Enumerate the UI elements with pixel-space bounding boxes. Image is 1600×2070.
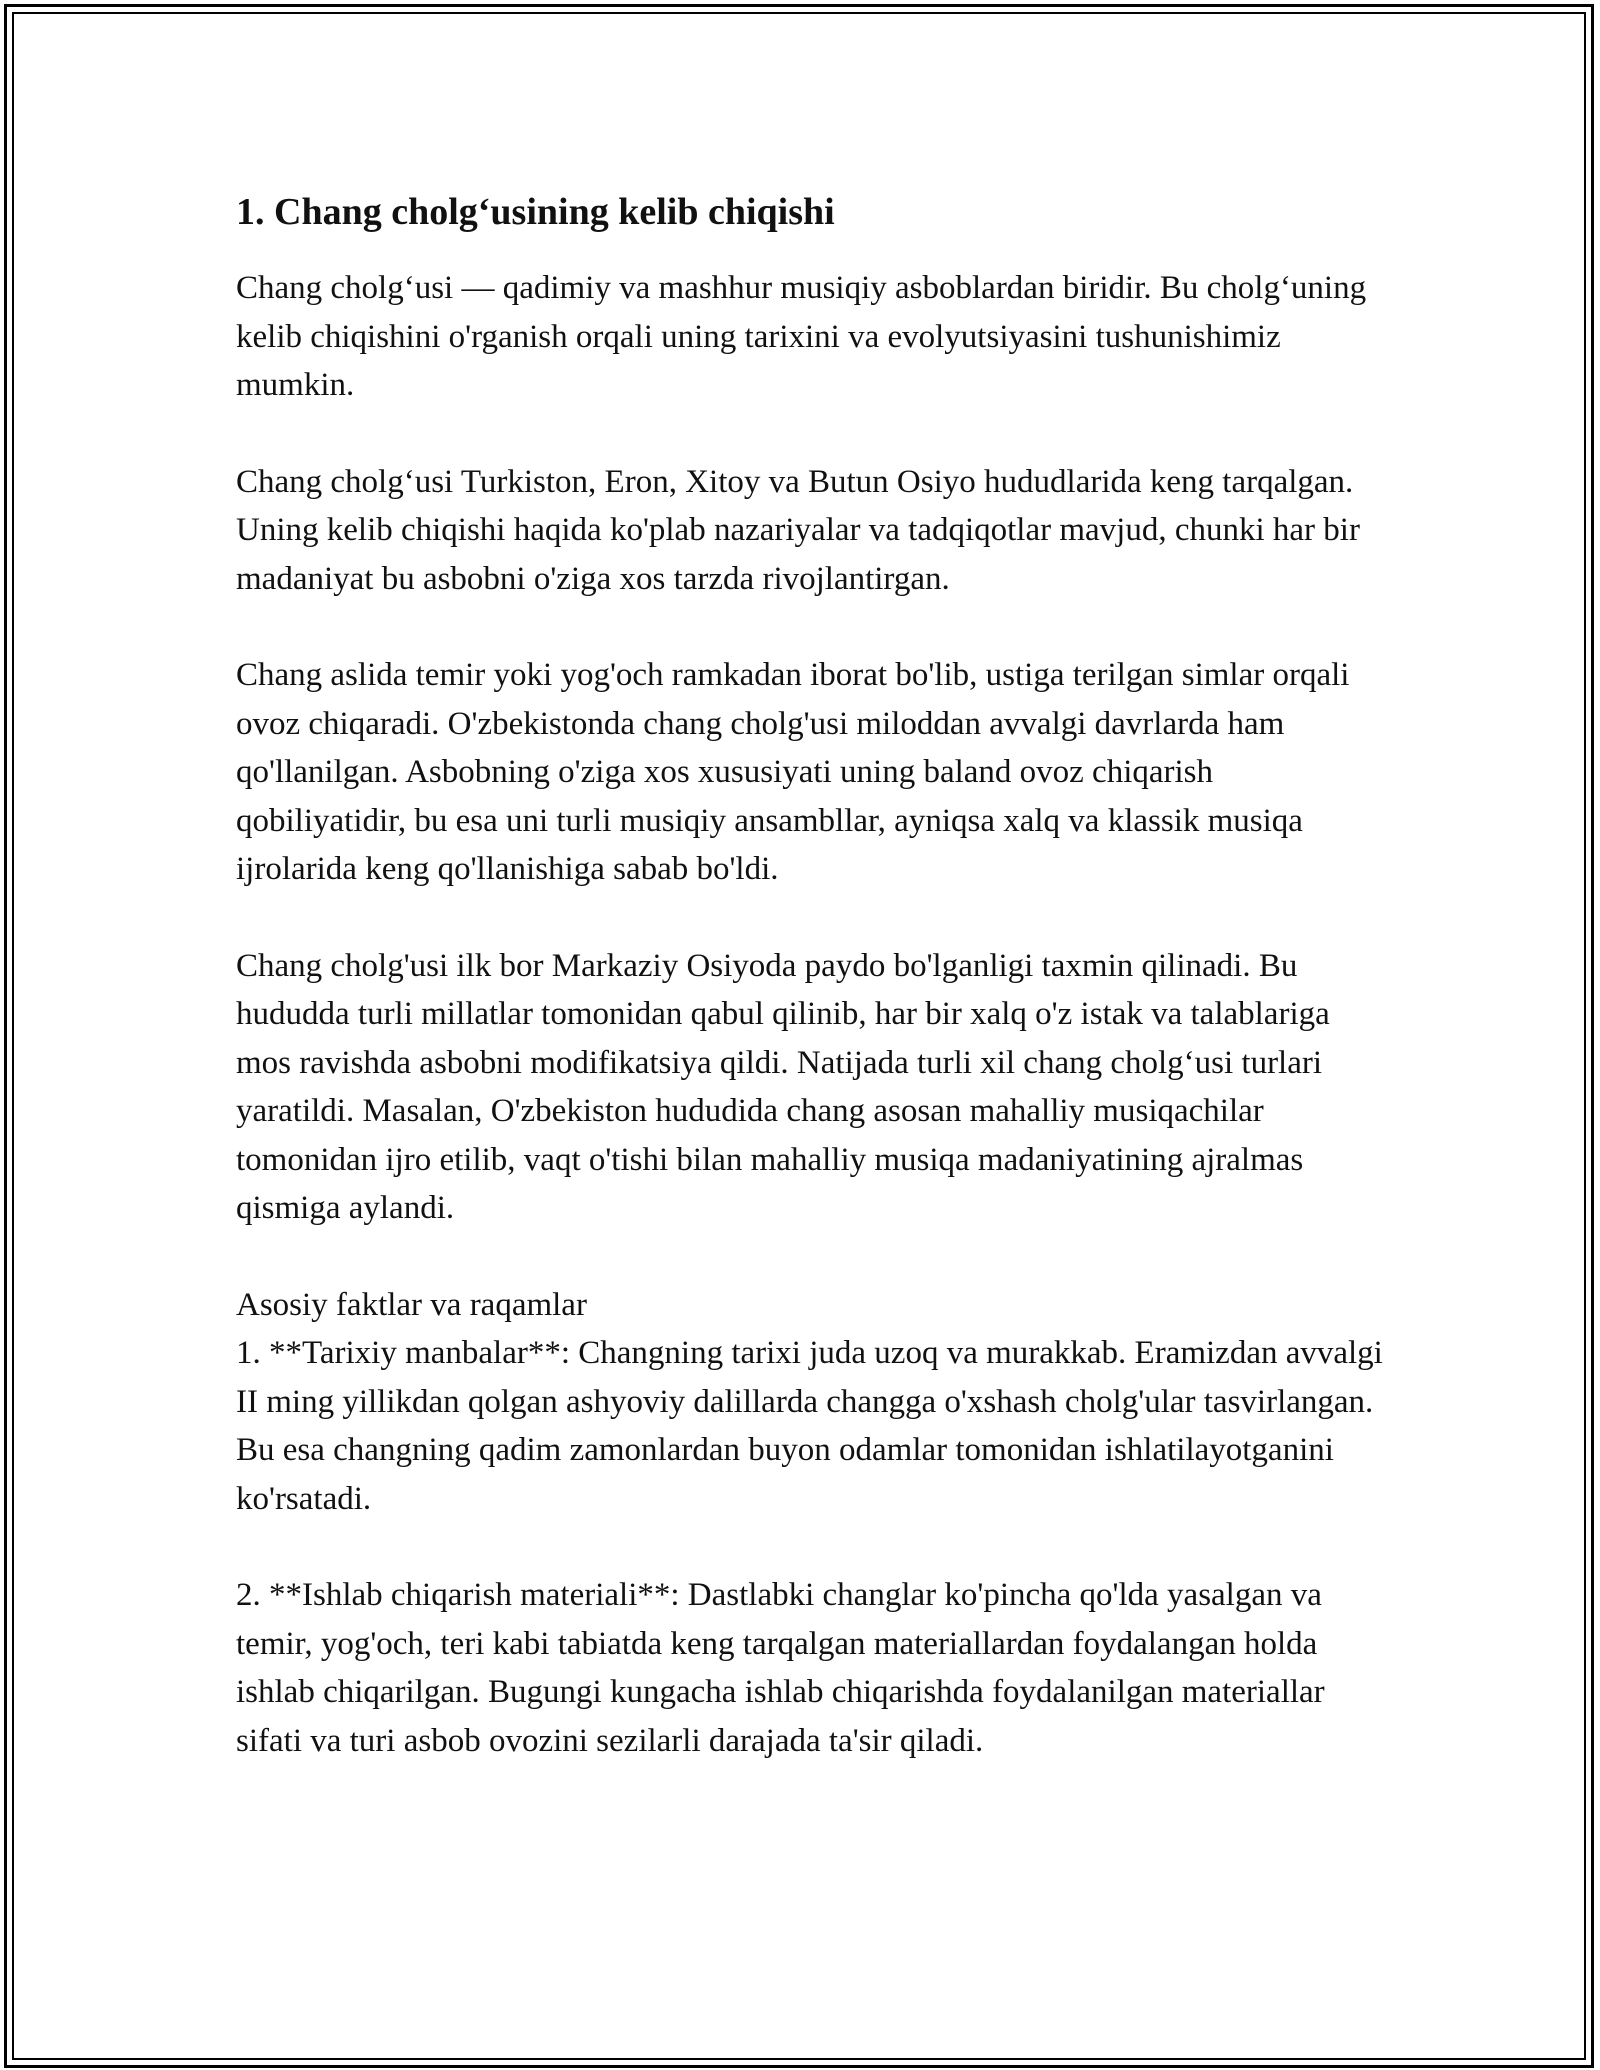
paragraph-origin: Chang cholg'usi ilk bor Markaziy Osiyoda paydo bo'lganligi taxmin qilinadi. Bu hududda turli millatlar tomonidan qabul qilinib, har bir xalq o'z istak va talablariga mos ravishda asbobni modifikatsiya qildi. Natijada turli xil chang cholg‘usi turlari yaratildi. Masalan, O'zbekiston hududida chang asosan mahalliy musiqachilar tomonidan ijro etilib, vaqt o'tishi bilan mahalliy musiqa madaniyatining ajralmas qismiga aylandi. xyxy=(236,947,1330,1226)
paragraph-construction: Chang aslida temir yoki yog'och ramkadan iborat bo'lib, ustiga terilgan simlar orqali ovoz chiqaradi. O'zbekistonda chang cholg'usi miloddan avvalgi davrlarda ham qo'llanilgan. Asbobning o'ziga xos xususiyati uning baland ovoz chiqarish qobiliyatidir, bu esa uni turli musiqiy ansambllar, ayniqsa xalq va klassik musiqa ijrolarida keng qo'llanishiga sabab bo'ldi. xyxy=(236,657,1350,887)
fact-item-materials: 2. **Ishlab chiqarish materiali**: Dastlabki changlar ko'pincha qo'lda yasalgan va temir, yog'och, teri kabi tabiatda keng tarqalgan materiallardan foydalangan holda ishlab chiqarilgan. Bugungi kungacha ishlab chiqarishda foydalanilgan materiallar sifati va turi asbob ovozini sezilarli darajada ta'sir qiladi. xyxy=(236,1577,1325,1759)
document-title: 1. Chang cholg‘usining kelib chiqishi xyxy=(236,191,835,233)
document-body xyxy=(236,186,1386,1813)
facts-heading: Asosiy faktlar va raqamlar xyxy=(236,1286,587,1323)
paragraph-distribution: Chang cholg‘usi Turkiston, Eron, Xitoy va Butun Osiyo hududlarida keng tarqalgan. Uning kelib chiqishi haqida ko'plab nazariyalar va tadqiqotlar mavjud, chunki har bir madaniyat bu asbobni o'ziga xos tarzda rivojlantirgan. xyxy=(236,463,1360,597)
paragraph-intro: Chang cholg‘usi — qadimiy va mashhur musiqiy asboblardan biridir. Bu cholg‘uning kelib chiqishini o'rganish orqali uning tarixini va evolyutsiyasini tushunishimiz mumkin. xyxy=(236,270,1367,403)
fact-item-historical-sources: 1. **Tarixiy manbalar**: Changning tarixi juda uzoq va murakkab. Eramizdan avvalgi II ming yillikdan qolgan ashyoviy dalillarda changga o'xshash cholg'ular tasvirlangan. Bu esa changning qadim zamonlardan buyon odamlar tomonidan ishlatilayotganini ko'rsatadi. xyxy=(236,1335,1383,1517)
